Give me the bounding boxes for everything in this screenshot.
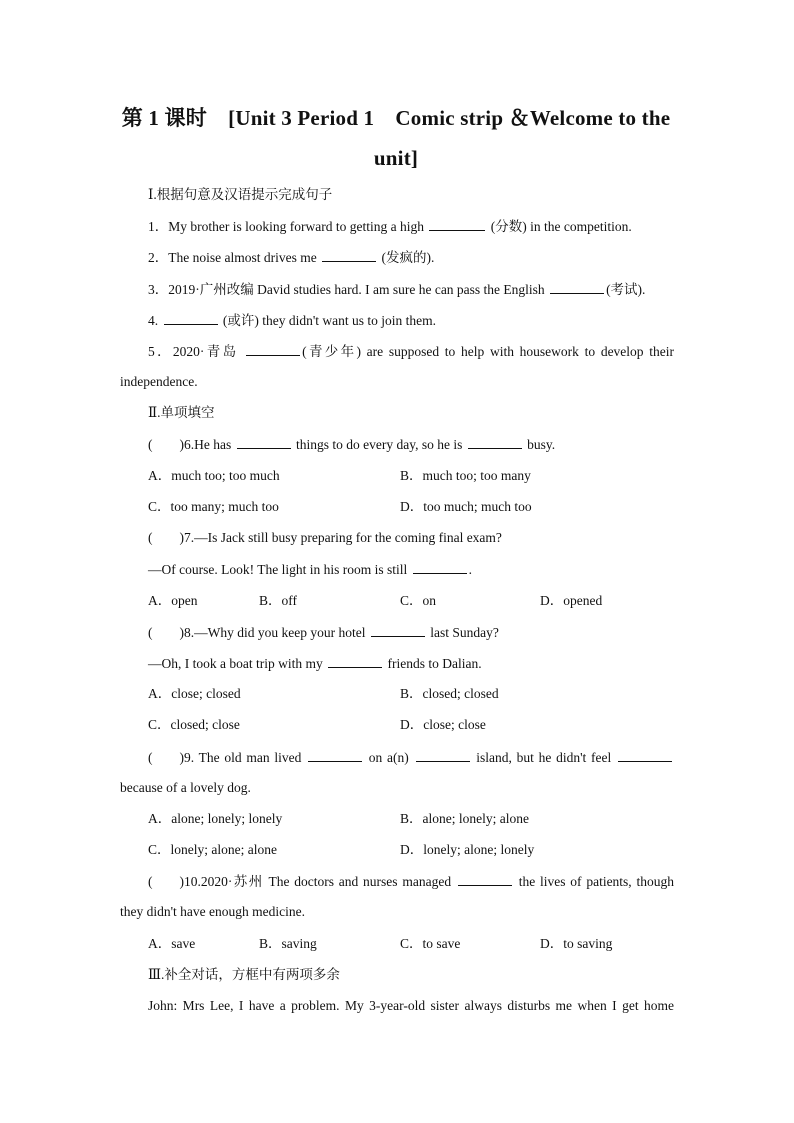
- question-5-line2: independence.: [120, 374, 198, 389]
- option-6b[interactable]: B．much too; too many: [400, 468, 531, 483]
- question-8: [148, 624, 499, 641]
- question-8-reply-end: friends to Dalian.: [384, 656, 482, 671]
- answer-blank[interactable]: [322, 249, 376, 262]
- question-5-number: 5．2020·青岛: [148, 344, 245, 359]
- answer-blank[interactable]: [246, 343, 300, 356]
- answer-parentheses[interactable]: ( ): [148, 530, 184, 545]
- answer-blank[interactable]: [237, 436, 291, 449]
- option-6d[interactable]: D．too much; much too: [400, 499, 532, 514]
- option-6c[interactable]: C．too many; much too: [148, 499, 279, 514]
- question-7-reply-end: .: [468, 562, 472, 577]
- question-1-text: 1．My brother is looking forward to getting a high: [148, 219, 428, 234]
- question-10-line2: they didn't have enough medicine.: [120, 904, 306, 919]
- question-8-reply-text: —Oh, I took a boat trip with my: [148, 656, 327, 671]
- question-5-text: (青少年) are supposed to help with housework to develop their: [302, 344, 674, 359]
- question-6: [148, 436, 555, 453]
- answer-parentheses[interactable]: ( ): [148, 750, 184, 765]
- question-9-line2: because of a lovely dog.: [120, 780, 251, 795]
- option-9c[interactable]: C．lonely; alone; alone: [148, 842, 277, 857]
- option-7a[interactable]: A．open: [148, 593, 198, 608]
- dialogue-line-1: John: Mrs Lee, I have a problem. My 3-year-old sister always disturbs me when I get home: [148, 998, 674, 1013]
- option-10b[interactable]: B．saving: [259, 936, 317, 951]
- option-9a[interactable]: A．alone; lonely; lonely: [148, 811, 283, 826]
- lesson-title-line2: unit]: [373, 146, 419, 170]
- answer-parentheses[interactable]: ( ): [148, 437, 184, 452]
- option-8a[interactable]: A．close; closed: [148, 686, 241, 701]
- question-7-reply: [148, 561, 472, 578]
- option-6a[interactable]: A．much too; too much: [148, 468, 280, 483]
- answer-blank[interactable]: [413, 561, 467, 574]
- question-4-text: (或许) they didn't want us to join them.: [219, 313, 437, 328]
- option-8c[interactable]: C．closed; close: [148, 717, 240, 732]
- section2-heading: Ⅱ.单项填空: [148, 405, 215, 420]
- question-8-reply: [148, 655, 482, 672]
- section1-heading: Ⅰ.根据句意及汉语提示完成句子: [148, 187, 333, 202]
- answer-blank[interactable]: [458, 873, 512, 886]
- question-3: [148, 281, 645, 298]
- question-1-hint: (分数) in the competition.: [487, 219, 632, 234]
- question-9-text: 9. The old man lived: [184, 750, 307, 765]
- answer-parentheses[interactable]: ( ): [148, 625, 184, 640]
- option-8d[interactable]: D．close; close: [400, 717, 486, 732]
- answer-blank[interactable]: [328, 655, 382, 668]
- option-8b[interactable]: B．closed; closed: [400, 686, 499, 701]
- question-2-hint: (发疯的).: [378, 250, 435, 265]
- lesson-title-line1: 第 1 课时 [Unit 3 Period 1 Comic strip ＆Welcome to the: [121, 106, 671, 130]
- question-7-text: 7.—Is Jack still busy preparing for the coming final exam?: [184, 530, 502, 545]
- answer-blank[interactable]: [371, 624, 425, 637]
- question-9-text-mid1: on a(n): [364, 750, 414, 765]
- question-2-text: 2．The noise almost drives me: [148, 250, 321, 265]
- question-10: [148, 873, 674, 890]
- option-7d[interactable]: D．opened: [540, 593, 603, 608]
- answer-blank[interactable]: [618, 749, 672, 762]
- question-10-text-end: the lives of patients, though: [513, 874, 674, 889]
- answer-blank[interactable]: [416, 749, 470, 762]
- option-9b[interactable]: B．alone; lonely; alone: [400, 811, 529, 826]
- question-4: [148, 312, 436, 329]
- question-6-text-end: busy.: [523, 437, 556, 452]
- answer-blank[interactable]: [550, 281, 604, 294]
- answer-blank[interactable]: [429, 218, 485, 231]
- question-2: [148, 249, 434, 266]
- answer-blank[interactable]: [468, 436, 522, 449]
- option-10a[interactable]: A．save: [148, 936, 196, 951]
- question-9: [148, 749, 674, 766]
- question-9-text-mid2: island, but he didn't feel: [471, 750, 617, 765]
- question-4-number: 4.: [148, 313, 162, 328]
- answer-parentheses[interactable]: ( ): [148, 874, 184, 889]
- option-10c[interactable]: C．to save: [400, 936, 461, 951]
- option-10d[interactable]: D．to saving: [540, 936, 613, 951]
- answer-blank[interactable]: [164, 312, 218, 325]
- question-10-text: 10.2020·苏州 The doctors and nurses managed: [184, 874, 456, 889]
- question-6-text-mid: things to do every day, so he is: [292, 437, 466, 452]
- question-8-text-end: last Sunday?: [426, 625, 499, 640]
- question-3-text: 3．2019·广州改编 David studies hard. I am sure he can pass the English: [148, 282, 549, 297]
- question-6-text: 6.He has: [184, 437, 235, 452]
- question-1: [148, 218, 632, 235]
- option-9d[interactable]: D．lonely; alone; lonely: [400, 842, 535, 857]
- question-7-reply-text: —Of course. Look! The light in his room is still: [148, 562, 411, 577]
- question-7: [148, 530, 502, 546]
- question-5: [148, 343, 674, 360]
- answer-blank[interactable]: [308, 749, 362, 762]
- question-8-text: 8.—Why did you keep your hotel: [184, 625, 369, 640]
- option-7c[interactable]: C．on: [400, 593, 437, 608]
- question-3-hint: (考试).: [606, 282, 646, 297]
- section3-heading: Ⅲ.补全对话，方框中有两项多余: [148, 967, 340, 982]
- option-7b[interactable]: B．off: [259, 593, 298, 608]
